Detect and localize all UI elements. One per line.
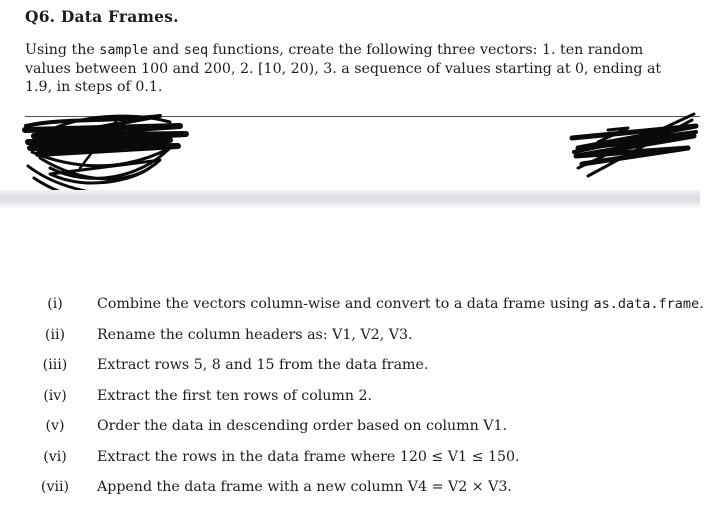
task-number: (ii) <box>44 326 66 343</box>
task-text: Extract the rows in the data frame where 120 ≤ V1 ≤ 150. <box>97 448 520 465</box>
task-text: Append the data frame with a new column V4 = V2 × V3. <box>97 479 512 495</box>
task-number: (vii) <box>40 479 70 495</box>
task-item-2 <box>0 327 700 358</box>
task-number: (iv) <box>43 387 67 404</box>
task-text: Order the data in descending order based on column V1. <box>97 418 508 434</box>
intro-text: functions, create the following three vectors: 1. ten random values between 100 and 200, 2. [10, 20), 3. a sequence of values starting at 0, ending at 1.9, in steps of 0.1. <box>25 42 662 95</box>
intro-code-sample: sample <box>99 42 149 58</box>
redaction-scribble-right <box>568 108 700 188</box>
task-number: (iii) <box>42 357 68 373</box>
task-list <box>0 296 704 510</box>
question-title: Q6. Data Frames. <box>25 7 179 26</box>
task-text: Rename the column headers as: V1, V2, V3. <box>97 326 413 343</box>
task-text: Extract rows 5, 8 and 15 from the data frame. <box>97 357 429 373</box>
task-item-4 <box>0 388 700 419</box>
intro-text: Using the <box>25 42 100 58</box>
task-text: Combine the vectors column-wise and convert to a data frame using as.data.frame. <box>97 296 704 312</box>
top-page <box>0 0 700 190</box>
task-number: (i) <box>47 296 63 312</box>
intro-code-seq: seq <box>183 42 209 58</box>
task-text: Extract the first ten rows of column 2. <box>97 387 373 404</box>
task-item-1 <box>0 296 704 327</box>
task-number: (vi) <box>43 448 67 465</box>
question-intro <box>25 41 685 97</box>
task-item-5 <box>0 418 700 449</box>
task-item-7 <box>0 479 700 510</box>
task-number: (v) <box>45 418 65 434</box>
task-item-6 <box>0 449 700 480</box>
task-item-3 <box>0 357 700 388</box>
task-code: as.data.frame <box>593 296 700 312</box>
page-separator <box>0 190 700 208</box>
intro-text: and <box>148 42 184 58</box>
